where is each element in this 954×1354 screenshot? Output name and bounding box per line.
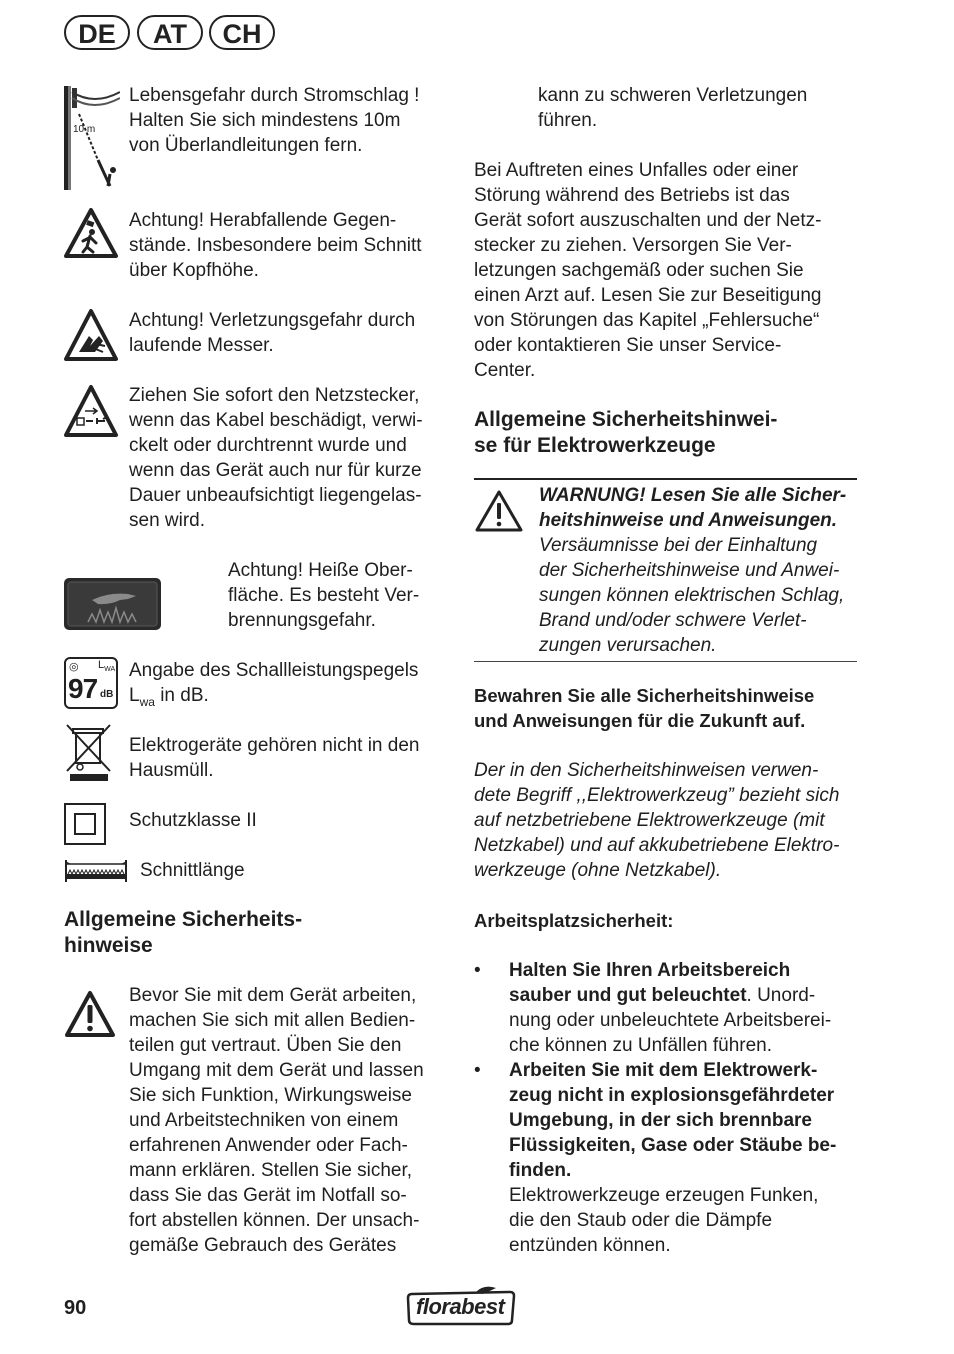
florabest-logo (406, 1286, 516, 1326)
protection-class-ii-icon (64, 803, 106, 845)
warning-box-bottom-rule (474, 661, 857, 662)
warning-box-top-rule (474, 478, 857, 480)
icon-distance-label: 10 m (73, 124, 96, 135)
symbol-text-unplug: Ziehen Sie sofort den Netzstecker, wenn das Kabel beschädigt, verwi- ckelt oder durchtrennt wurde und wenn das Gerät auch nur für kurze Dauer unbeaufsichtigt liegengelas- sen wird. (129, 385, 423, 531)
hot-surface-icon (64, 578, 161, 630)
continuation-text: kann zu schweren Verletzungen führen. (538, 85, 808, 131)
bullet-item-explosive: Arbeiten Sie mit dem Elektrowerk- zeug nicht in explosionsgefährdeter Umgebung, in der sich brennbare Flüssigkeiten, Gase oder Stäube be- finden. Elektrowerkzeuge erzeugen Funken, die den Staub oder die Dämpfe entzünden können. (509, 1060, 837, 1256)
lang-tag-de: DE (64, 15, 130, 50)
lwa-label: $L_{WA}$ (98, 659, 116, 674)
weee-bin-icon (64, 723, 114, 783)
sound-level-unit: dB (100, 689, 114, 700)
sound-power-level-icon (64, 657, 118, 709)
symbol-text-falling-objects: Achtung! Herabfallende Gegen- stände. Insbesondere beim Schnitt über Kopfhöhe. (129, 210, 422, 281)
falling-objects-warning-icon (63, 207, 119, 259)
sound-level-value: 97 (68, 673, 98, 704)
power-tool-definition: Der in den Sicherheitshinweisen verwen- dete Begriff ,,Elektrowerkzeug” bezieht sich auf netzbetriebene Elektrowerkzeuge (mit Netzkabel) und auf akkubetriebene Elektro- werkzeuge (ohne Netzkabel). (474, 760, 840, 881)
warning-triangle-icon (474, 489, 524, 533)
page-number: 90 (64, 1297, 87, 1319)
warning-triangle-icon (64, 990, 116, 1038)
bullet-item-workarea: Halten Sie Ihren Arbeitsbereich sauber und gut beleuchtet. Unord- nung oder unbeleuchtete Arbeitsberei- che können zu Unfällen führen. (509, 960, 832, 1056)
lang-tag-ch: CH (209, 15, 275, 50)
symbol-text-blade: Achtung! Verletzungsgefahr durch laufende Messer. (129, 310, 416, 356)
general-safety-body: Bevor Sie mit dem Gerät arbeiten, machen Sie sich mit allen Bedien- teilen gut vertraut. Üben Sie den Umgang mit dem Gerät und lassen Sie sich Funktion, Wirkungsweise und Arbeitstechniken von einem erfahrenen Anwender oder Fach- mann erklären. Stellen Sie sicher, dass Sie das Gerät im Notfall so- fort abstellen können. Der unsach- gemäße Gebrauch des Gerätes (129, 985, 424, 1256)
symbol-text-cutting-length: Schnittlänge (140, 860, 245, 881)
symbol-text-protection-class: Schutzklasse II (129, 810, 257, 831)
bullet-marker: • (474, 960, 481, 981)
keep-instructions-text: Bewahren Sie alle Sicherheitshinweise und Anweisungen für die Zukunft auf. (474, 685, 815, 731)
logo-text: florabest (416, 1294, 505, 1319)
accident-paragraph: Bei Auftreten eines Unfalles oder einer Störung während des Betriebs ist das Gerät sofort auszuschalten und der Netz- stecker zu ziehen. Versorgen Sie Ver- letzungen sachgemäß oder suchen Sie einen Arzt auf. Lesen Sie zur Beseitigung von Störungen das Kapitel „Fehlersuche“ oder kontaktieren Sie unser Service- Center. (474, 160, 822, 381)
unplug-warning-icon (63, 384, 119, 438)
power-line-warning-icon (64, 86, 120, 190)
speaker-glyph: ◎ (69, 661, 79, 673)
lang-tag-at: AT (137, 15, 203, 50)
symbol-text-hot-surface: Achtung! Heiße Ober- fläche. Es besteht Ver- brennungsgefahr. (228, 560, 420, 631)
section-heading-power-tools: Allgemeine Sicherheitshinwei- se für Elektrowerkzeuge (474, 408, 778, 457)
symbol-text-sound-level: Angabe des Schallleistungspegels $L_{wa}$ in dB. (129, 660, 419, 709)
blade-warning-icon (63, 308, 119, 362)
symbol-text-weee: Elektrogeräte gehören nicht in den Hausmüll. (129, 735, 420, 781)
symbol-text-power-line: Lebensgefahr durch Stromschlag ! Halten Sie sich mindestens 10m von Überlandleitungen fern. (129, 85, 420, 156)
cutting-length-icon (64, 856, 130, 884)
bullet-marker: • (474, 1060, 481, 1081)
section-heading-general-safety: Allgemeine Sicherheits- hinweise (64, 908, 303, 957)
warning-box-text: WARNUNG! Lesen Sie alle Sicher- heitshinweise und Anweisungen. Versäumnisse bei der Einhaltung der Sicherheitshinweise und Anwei- sungen können elektrischen Schlag, Brand und/oder schwere Verlet- zungen verursachen. (539, 485, 847, 656)
workplace-safety-subheading: Arbeitsplatzsicherheit: (474, 910, 674, 931)
